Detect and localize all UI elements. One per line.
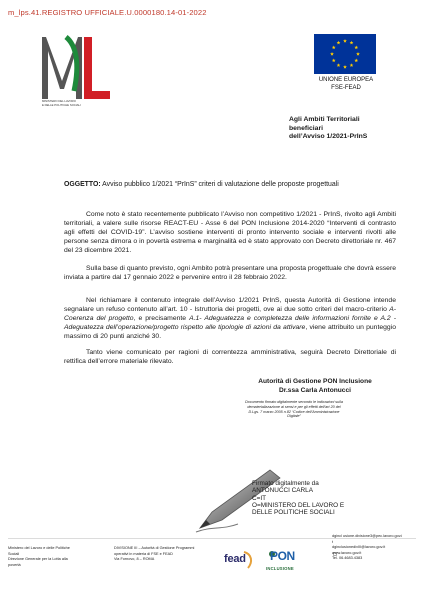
ministry-name <box>42 100 116 107</box>
footer-line: Via Fornovo, 8 – ROMA <box>114 557 155 562</box>
signature-line: Firmato digitalmente da <box>252 480 319 487</box>
signature-line: ANTONUCCI CARLA <box>252 487 313 495</box>
footer-email: dginclusionedivIII@lavoro.gov.it <box>332 545 386 550</box>
ministry-name-line: MINISTERO DEL LAVORO <box>42 99 76 103</box>
addressee-line: beneficiari <box>289 124 323 132</box>
footer-contacts <box>332 534 424 562</box>
eu-label-line2: FSE-FEAD <box>331 84 361 91</box>
addressee <box>289 116 409 142</box>
signature-line: C=IT <box>252 494 267 502</box>
addressee-line: Agli Ambiti Territoriali <box>289 116 360 123</box>
addressee-line: dell’Avviso 1/2021-PrInS <box>289 133 368 141</box>
criterion-a: A- Coerenza del progetto <box>64 306 396 322</box>
subject-text: Avviso pubblico 1/2021 “PrInS” criteri di valutazione delle proposte progettuali <box>100 181 339 188</box>
paragraph-text: Tanto viene comunicato per ragioni di correntezza amministrativa, seguirà Decreto Direttoriale di rettifica dell’errore materiale rilevato. <box>64 349 396 365</box>
eu-label <box>306 77 386 92</box>
paragraph-text-part: , e precisamente <box>133 315 190 322</box>
footer-pec-cont: t <box>332 539 334 544</box>
footer-line: operativi in materia di FSE e FEAD <box>114 551 173 556</box>
footer-line: Direzione Generale per la Lotta alla <box>8 557 68 562</box>
footer-line: povertà <box>8 562 21 567</box>
paragraph-text-part: Nel richiamare il contenuto integrale dell’Avviso 1/2021 PrInS, questa Autorità di Gestione intende segnalare un refuso contenuto all’art. 10 - Istruttoria dei progetti, ove ai due sotto criteri del macro-criterio <box>64 297 396 313</box>
eu-label-line1: UNIONE EUROPEA <box>318 77 374 83</box>
signer-name: Dr.ssa Carla Antonucci <box>279 387 351 394</box>
fead-logo-text: fead <box>224 553 246 565</box>
ministry-name-line: E DELLE POLITICHE SOCIALI <box>42 102 81 107</box>
footer-phone: Tel. 06.4683.4383 <box>332 556 363 561</box>
pon-logo-subtitle: INCLUSIONE <box>266 566 294 571</box>
footer-line: Ministero del Lavoro e delle Politiche <box>8 546 70 550</box>
footer-pec: dgincl usione.divisione3@pec.lavoro.gov.i <box>332 534 403 538</box>
digital-signature <box>252 480 382 516</box>
signer-block <box>240 377 390 395</box>
footer-division <box>114 546 200 563</box>
digital-signature-note: Documento firmato digitalmente secondo le indicazioni sulla dematerializzazione ai sensi e per gli effetti dell’art 20 del D.Lgs. 7 marzo 2005 n.82 “Codice dell’Amministrazione Digitale” <box>245 400 343 419</box>
subject-label: OGGETTO: <box>64 181 101 188</box>
paragraph-3 <box>64 296 396 341</box>
footer-website: www.lavoro.gov.it <box>332 550 362 555</box>
paragraph-text: Sulla base di quanto previsto, ogni Ambito potrà presentare una proposta progettuale che dovrà essere inviata a partire dal 17 gennaio 2022 e pervenire entro il 28 febbraio 2022. <box>64 265 396 281</box>
footer-line: DIVISIONE III – Autorità di Gestione Programmi <box>114 546 195 550</box>
signer-role: Autorità di Gestione PON Inclusione <box>258 378 372 385</box>
paragraph-text: Come noto è stato recentemente pubblicato l’Avviso non competitivo 1/2021 - PrInS, rivolto agli Ambiti territoriali, a valere sulle risorse REACT-EU - Asse 6 del PON Inclusione 2014-2020 “Interventi di contrasto agli effetti del COVID-19”. L’avviso sostiene interventi di pronto intervento sociale e interventi rivolti alle persone senza dimora o in povertà estrema e marginalità ed è stato approvato con Decreto direttoriale nr. 467 del 23 dicembre 2021. <box>64 211 396 254</box>
paragraph-2 <box>64 264 396 282</box>
criteria-a1-a2: A.1- Adeguatezza e completezza delle informazioni fornite e A.2 - Adeguatezza dell’operazione/progetto rispetto alle tipologie di azioni da attivare <box>64 315 396 331</box>
footer-line: Sociali <box>8 551 20 556</box>
signature-line: O=MINISTERO DEL LAVORO E <box>252 501 345 509</box>
ministry-logo <box>36 33 112 103</box>
protocol-number: m_lps.41.REGISTRO UFFICIALE.U.0000180.14-01-2022 <box>8 8 207 17</box>
paragraph-4 <box>64 348 396 366</box>
eu-flag-icon <box>314 34 376 74</box>
paragraph-1 <box>64 210 396 255</box>
paragraph-text <box>64 296 396 341</box>
footer-ministry <box>8 546 98 568</box>
pon-logo-text: PON <box>270 549 295 563</box>
signature-line: DELLE POLITICHE SOCIALI <box>252 509 335 517</box>
subject-line <box>64 180 394 189</box>
email-icon <box>333 552 337 556</box>
paragraph-text-part: , viene attribuito un punteggio massimo di 20 punti anziché 30. <box>64 324 396 340</box>
